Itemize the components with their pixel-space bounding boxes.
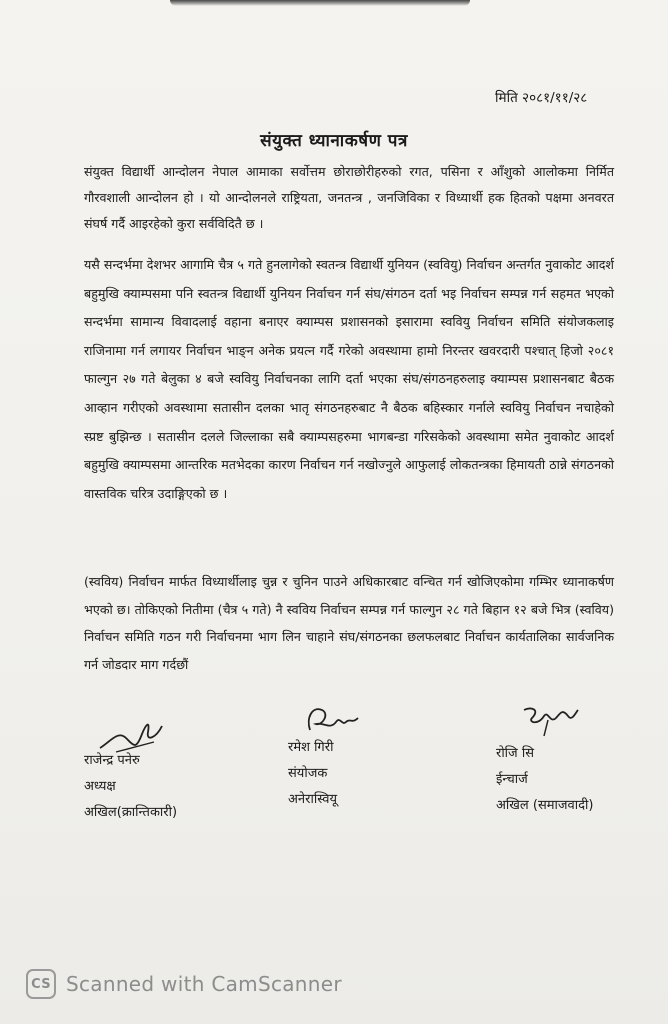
signatory-name: रोजि सि: [496, 746, 534, 761]
signatory-name: राजेन्द्र पनेरु: [84, 753, 140, 768]
paragraph-demand: (स्वविय) निर्वाचन मार्फत विध्यार्थीलाइ चुन्न र चुनिन पाउने अधिकारबाट वन्चित गर्न खोजिएकोमा गम्भिर ध्यानाकर्षण भएको छ। तोकिएको नितीमा (चैत्र ५ गते) नै स्वविय निर्वाचन सम्पन्न गर्न फाल्गुन २८ गते बिहान १२ बजे भित्र (स्वविय) निर्वाचन समिति गठन गरी निर्वाचनमा भाग लिन चाहाने संघ/संगठनका छलफलबाट निर्वाचन कार्यतालिका सार्वजनिक गर्न जोडदार माग गर्दछौं: [84, 574, 614, 672]
watermark-text: Scanned with CamScanner: [66, 972, 342, 996]
signatory-1: [84, 748, 177, 826]
signatory-org: अखिल(क्रान्तिकारी): [84, 805, 178, 820]
paragraph-intro: संयुक्त विद्यार्थी आन्दोलन नेपाल आमाका सर्वोत्तम छोराछोरीहरुको रगत, पसिना र आँशुको आलोकमा निर्मित गौरवशाली आन्दोलन हो । यो आन्दोलनले राष्ट्रियता, जनतन्त्र , जनजिविका र विध्यार्थी हक हितको पक्षमा अनवरत संघर्ष गर्दै आइरहेको कुरा सर्वविदितै छ ।: [84, 164, 614, 231]
camscanner-watermark: [26, 969, 342, 999]
letter-date: मिति २०८१/११/२८: [495, 90, 588, 106]
paragraph-context: यसै सन्दर्भमा देशभर आगामि चैत्र ५ गते हुनलागेको स्वतन्त्र विद्यार्थी युनियन (स्ववियु) निर्वाचन अन्तर्गत नुवाकोट आदर्श बहुमुखि क्याम्पसमा पनि स्वतन्त्र विद्यार्थी युनियन निर्वाचन गर्न संघ/संगठन दर्ता भइ निर्वाचन सम्पन्न गर्न सहमत भएको सन्दर्भमा सामान्य विवादलाई वहाना बनाएर क्याम्पस प्रशासनको इसारामा स्ववियु निर्वाचन समिति संयोजकलाइ राजिनामा गर्न लगायर निर्वाचन भाङ्न अनेक प्रयत्न गर्दै गरेको अवस्थामा हामो निरन्तर खवरदारी पश्चात् हिजो २०८१ फाल्गुन २७ गते बेलुका ४ बजे स्ववियु निर्वाचनका लागि दर्ता भएका संघ/संगठनहरुलाइ क्याम्पस प्रशासनबाट बैठक आव्हान गरीएको अवस्थामा सतासीन दलका भातृ संगठनहरुबाट नै बैठक बहिस्कार गर्नाले स्ववियु निर्वाचन नचाहेको स्प्रष्ट बुझिन्छ । सतासीन दलले जिल्लाका सबै क्याम्पसहरुमा भागबन्डा गरिसकेको अवस्थामा समेत नुवाकोट आदर्श बहुमुखि क्याम्पसमा आन्तरिक मतभेदका कारण निर्वाचन गर्न नखोज्नुले आफुलाई लोकतन्त्रका हिमायती ठान्ने संगठनको वास्तविक चरित्र उदाङ्गिएको छ ।: [84, 257, 614, 501]
camscanner-logo-icon: CS: [26, 969, 56, 999]
signature-scribble-2: [302, 700, 362, 738]
letter-title: संयुक्त ध्यानाकर्षण पत्र: [260, 131, 408, 151]
signature-scribble-3: [518, 702, 582, 742]
signatory-org: अनेरास्वियू: [288, 792, 338, 807]
signatory-org: अखिल (समाजवादी): [496, 798, 594, 813]
signatory-3: [496, 741, 593, 819]
scan-edge-shadow: [170, 0, 470, 6]
signatory-role: संयोजक: [288, 766, 328, 781]
signatory-2: [288, 735, 337, 813]
signatory-role: अध्यक्ष: [84, 779, 116, 794]
signatory-name: रमेश गिरी: [288, 740, 334, 755]
signatory-role: ईन्चार्ज: [496, 772, 528, 787]
